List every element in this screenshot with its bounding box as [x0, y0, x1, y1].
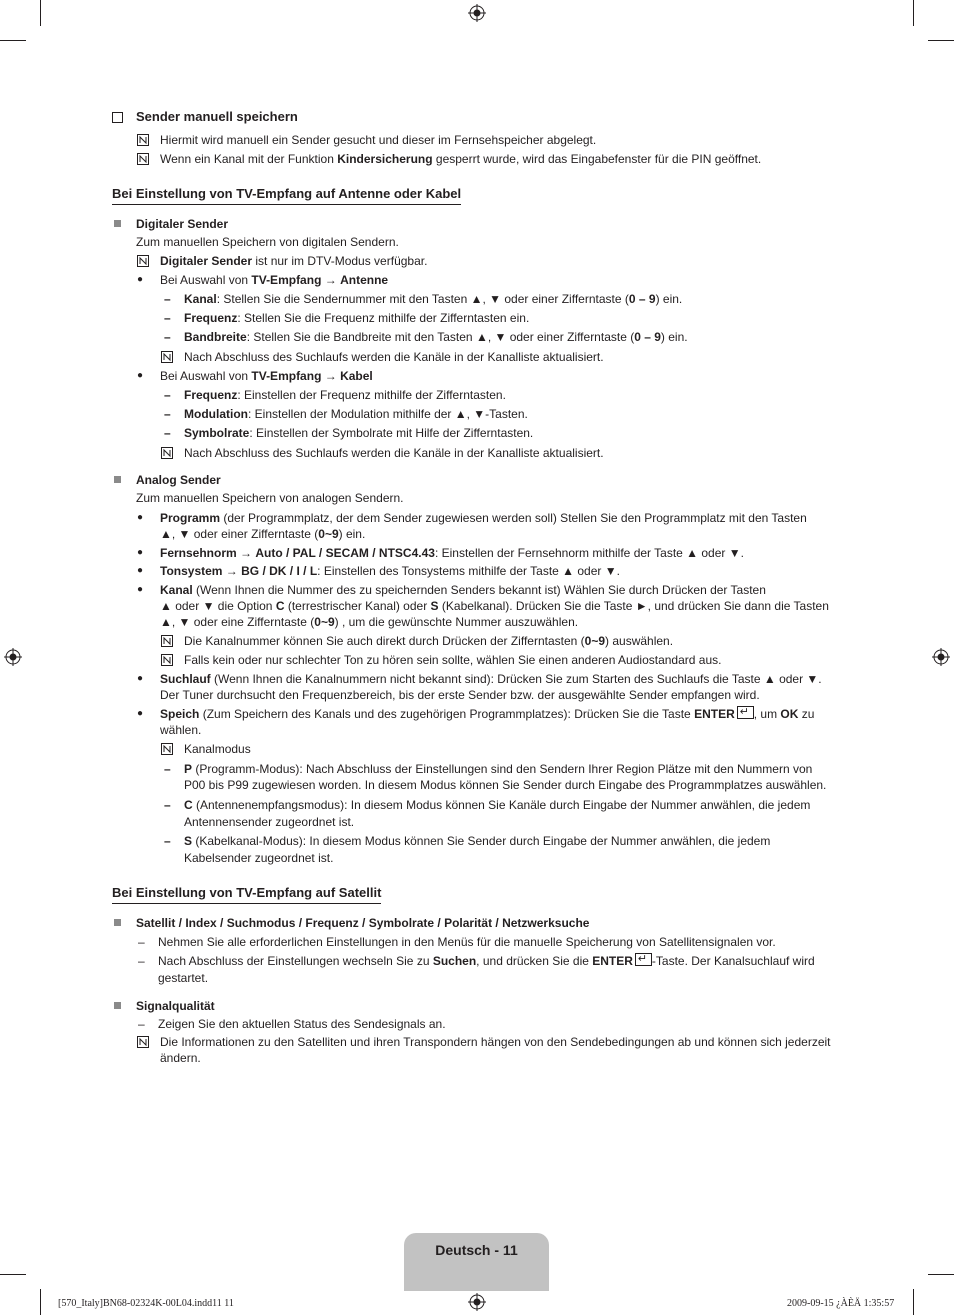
- crop-mark: [928, 40, 954, 41]
- list-item-cont: ▲, ▼ oder einer Zifferntaste (0~9) ein.: [160, 527, 366, 541]
- dash-bullet: –: [164, 388, 171, 402]
- dash-bullet: –: [164, 834, 171, 848]
- list-item: Suchlauf (Wenn Ihnen die Kanalnummern nicht bekannt sind): Drücken Sie zum Starten des Suchlaufs die Taste ▲ oder ▼.: [160, 672, 822, 686]
- bullet-icon: ●: [137, 584, 144, 595]
- list-item: S (Kabelkanal-Modus): In diesem Modus können Sie Sender durch Eingabe der Nummer anwählen, die jedem: [184, 834, 771, 848]
- square-bullet-icon: [114, 919, 121, 926]
- registration-mark-icon: [468, 4, 486, 22]
- dash-bullet: –: [164, 311, 171, 325]
- note-icon: [161, 654, 173, 666]
- list-item-cont: Kabelsender zugeordnet ist.: [184, 851, 334, 865]
- dash-bullet: –: [164, 426, 171, 440]
- note-text: Nach Abschluss des Suchlaufs werden die Kanäle in der Kanalliste aktualisiert.: [184, 350, 604, 364]
- print-slug-left: [570_Italy]BN68-02324K-00L04.indd11 11: [58, 1298, 234, 1309]
- note-text: Die Informationen zu den Satelliten und ihren Transpondern hängen von den Sendebedingungen ab und können sich jederzeit: [160, 1035, 831, 1049]
- square-bullet-icon: [114, 220, 121, 227]
- note-text: Hiermit wird manuell ein Sender gesucht und dieser im Fernsehspeicher abgelegt.: [160, 133, 597, 147]
- list-item: Nach Abschluss der Einstellungen wechseln Sie zu Suchen, und drücken Sie die ENTER↵ -Taste. Der Kanalsuchlauf wird: [158, 953, 815, 969]
- list-item: Kanal (Wenn Ihnen die Nummer des zu speichernden Senders bekannt ist) Wählen Sie durch Drücken der Tasten: [160, 583, 766, 597]
- list-item: Symbolrate: Einstellen der Symbolrate mit Hilfe der Zifferntasten.: [184, 426, 534, 440]
- crop-mark: [40, 1289, 41, 1315]
- list-item: Frequenz: Stellen Sie die Frequenz mithilfe der Zifferntasten ein.: [184, 311, 530, 325]
- list-item: Zeigen Sie den aktuellen Status des Sendesignals an.: [158, 1017, 446, 1031]
- dash-bullet: –: [138, 954, 145, 968]
- list-item-cont: Antennensender zugeordnet ist.: [184, 815, 355, 829]
- section-heading: Bei Einstellung von TV-Empfang auf Satellit: [112, 885, 381, 904]
- bullet-icon: ●: [137, 547, 144, 558]
- list-item-cont: ▲ oder ▼ die Option C (terrestrischer Kanal) oder S (Kabelkanal). Drücken Sie die Taste ►, und drücken Sie dann die Tasten: [160, 599, 829, 613]
- note-text-cont: ändern.: [160, 1051, 201, 1065]
- list-item: Programm (der Programmplatz, der dem Sender zugewiesen werden soll) Stellen Sie den Programmplatz mit den Tasten: [160, 511, 807, 525]
- list-item-cont: Der Tuner durchsucht den Frequenzbereich, bis der erste Sender bzw. der ausgewählte Sender empfangen wird.: [160, 688, 760, 702]
- dash-bullet: –: [138, 1017, 145, 1031]
- note-text: Nach Abschluss des Suchlaufs werden die Kanäle in der Kanalliste aktualisiert.: [184, 446, 604, 460]
- subsection-title: Satellit / Index / Suchmodus / Frequenz / Symbolrate / Polarität / Netzwerksuche: [136, 916, 590, 930]
- list-item: Speich (Zum Speichern des Kanals und des zugehörigen Programmplatzes): Drücken Sie die Taste ENTER↵ , um OK zu: [160, 706, 814, 722]
- list-item-cont: P00 bis P99 zugewiesen worden. In diesem Modus können Sie Sender durch Eingabe des Programmplatzes auswählen.: [184, 778, 827, 792]
- note-text: Kanalmodus: [184, 742, 251, 756]
- subsection-title: Signalqualität: [136, 999, 215, 1013]
- bullet-icon: ●: [137, 512, 144, 523]
- registration-mark-icon: [468, 1293, 486, 1311]
- list-item: Frequenz: Einstellen der Frequenz mithilfe der Zifferntasten.: [184, 388, 506, 402]
- bullet-icon: ●: [137, 274, 144, 285]
- registration-mark-icon: [932, 648, 950, 666]
- dash-bullet: –: [164, 292, 171, 306]
- dash-bullet: –: [164, 407, 171, 421]
- list-item: Fernsehnorm → Auto / PAL / SECAM / NTSC4.43: Einstellen der Fernsehnorm mithilfe der Taste ▲ oder ▼.: [160, 546, 744, 560]
- subsection-title: Analog Sender: [136, 473, 221, 487]
- bullet-icon: ●: [137, 708, 144, 719]
- list-item-cont: ▲, ▼ oder eine Zifferntaste (0~9) , um die gewünschte Nummer auszuwählen.: [160, 615, 579, 629]
- note-text: Falls kein oder nur schlechter Ton zu hören sein sollte, wählen Sie einen anderen Audiostandard aus.: [184, 653, 722, 667]
- crop-mark: [928, 1274, 954, 1275]
- subsection-desc: Zum manuellen Speichern von analogen Sendern.: [136, 491, 404, 505]
- square-bullet-icon: [114, 476, 121, 483]
- list-item-cont: gestartet.: [158, 971, 209, 985]
- list-item: Kanal: Stellen Sie die Sendernummer mit den Tasten ▲, ▼ oder einer Zifferntaste (0 – 9) ein.: [184, 292, 683, 306]
- bullet-icon: ●: [137, 370, 144, 381]
- crop-mark: [0, 1274, 26, 1275]
- note-icon: [137, 134, 149, 146]
- note-icon: [161, 743, 173, 755]
- crop-mark: [913, 1289, 914, 1315]
- list-item: Bei Auswahl von TV-Empfang → Antenne: [160, 273, 389, 287]
- list-item: Bandbreite: Stellen Sie die Bandbreite mit den Tasten ▲, ▼ oder einer Zifferntaste (0 – 9) ein.: [184, 330, 688, 344]
- print-slug-right: 2009-09-15 ¿ÀÈÄ 1:35:57: [787, 1298, 895, 1309]
- note-icon: [161, 635, 173, 647]
- list-item: Tonsystem → BG / DK / I / L: Einstellen des Tonsystems mithilfe der Taste ▲ oder ▼.: [160, 564, 620, 578]
- list-item: Nehmen Sie alle erforderlichen Einstellungen in den Menüs für die manuelle Speicherung von Satellitensignalen vor.: [158, 935, 776, 949]
- registration-mark-icon: [4, 648, 22, 666]
- list-item: P (Programm-Modus): Nach Abschluss der Einstellungen sind den Sendern Ihrer Region Plätze mit den Nummern von: [184, 762, 813, 776]
- note-text: Wenn ein Kanal mit der Funktion Kindersicherung gesperrt wurde, wird das Eingabefenster für die PIN geöffnet.: [160, 152, 762, 166]
- note-text: Digitaler Sender ist nur im DTV-Modus verfügbar.: [160, 254, 428, 268]
- list-item: Modulation: Einstellen der Modulation mithilfe der ▲, ▼-Tasten.: [184, 407, 528, 421]
- subsection-title: Digitaler Sender: [136, 217, 229, 231]
- note-icon: [137, 255, 149, 267]
- crop-mark: [40, 0, 41, 26]
- list-item-cont: wählen.: [160, 723, 202, 737]
- bullet-icon: ●: [137, 565, 144, 576]
- list-item: Bei Auswahl von TV-Empfang → Kabel: [160, 369, 373, 383]
- dash-bullet: –: [164, 798, 171, 812]
- dash-bullet: –: [164, 762, 171, 776]
- enter-key-icon: [737, 706, 754, 719]
- checkbox-bullet-icon: [112, 112, 123, 123]
- square-bullet-icon: [114, 1002, 121, 1009]
- list-item: C (Antennenempfangsmodus): In diesem Modus können Sie Kanäle durch Eingabe der Nummer anwählen, die jedem: [184, 798, 811, 812]
- note-icon: [161, 447, 173, 459]
- note-text: Die Kanalnummer können Sie auch direkt durch Drücken der Zifferntasten (0~9) auswählen.: [184, 634, 674, 648]
- bullet-icon: ●: [137, 673, 144, 684]
- dash-bullet: –: [164, 330, 171, 344]
- note-icon: [161, 351, 173, 363]
- note-icon: [137, 153, 149, 165]
- subsection-desc: Zum manuellen Speichern von digitalen Sendern.: [136, 235, 399, 249]
- section-heading: Bei Einstellung von TV-Empfang auf Antenne oder Kabel: [112, 186, 461, 205]
- page-number: Deutsch - 11: [435, 1242, 518, 1258]
- crop-mark: [0, 40, 26, 41]
- dash-bullet: –: [138, 935, 145, 949]
- crop-mark: [913, 0, 914, 26]
- enter-key-icon: [635, 953, 652, 966]
- note-icon: [137, 1036, 149, 1048]
- section-title: Sender manuell speichern: [136, 109, 298, 124]
